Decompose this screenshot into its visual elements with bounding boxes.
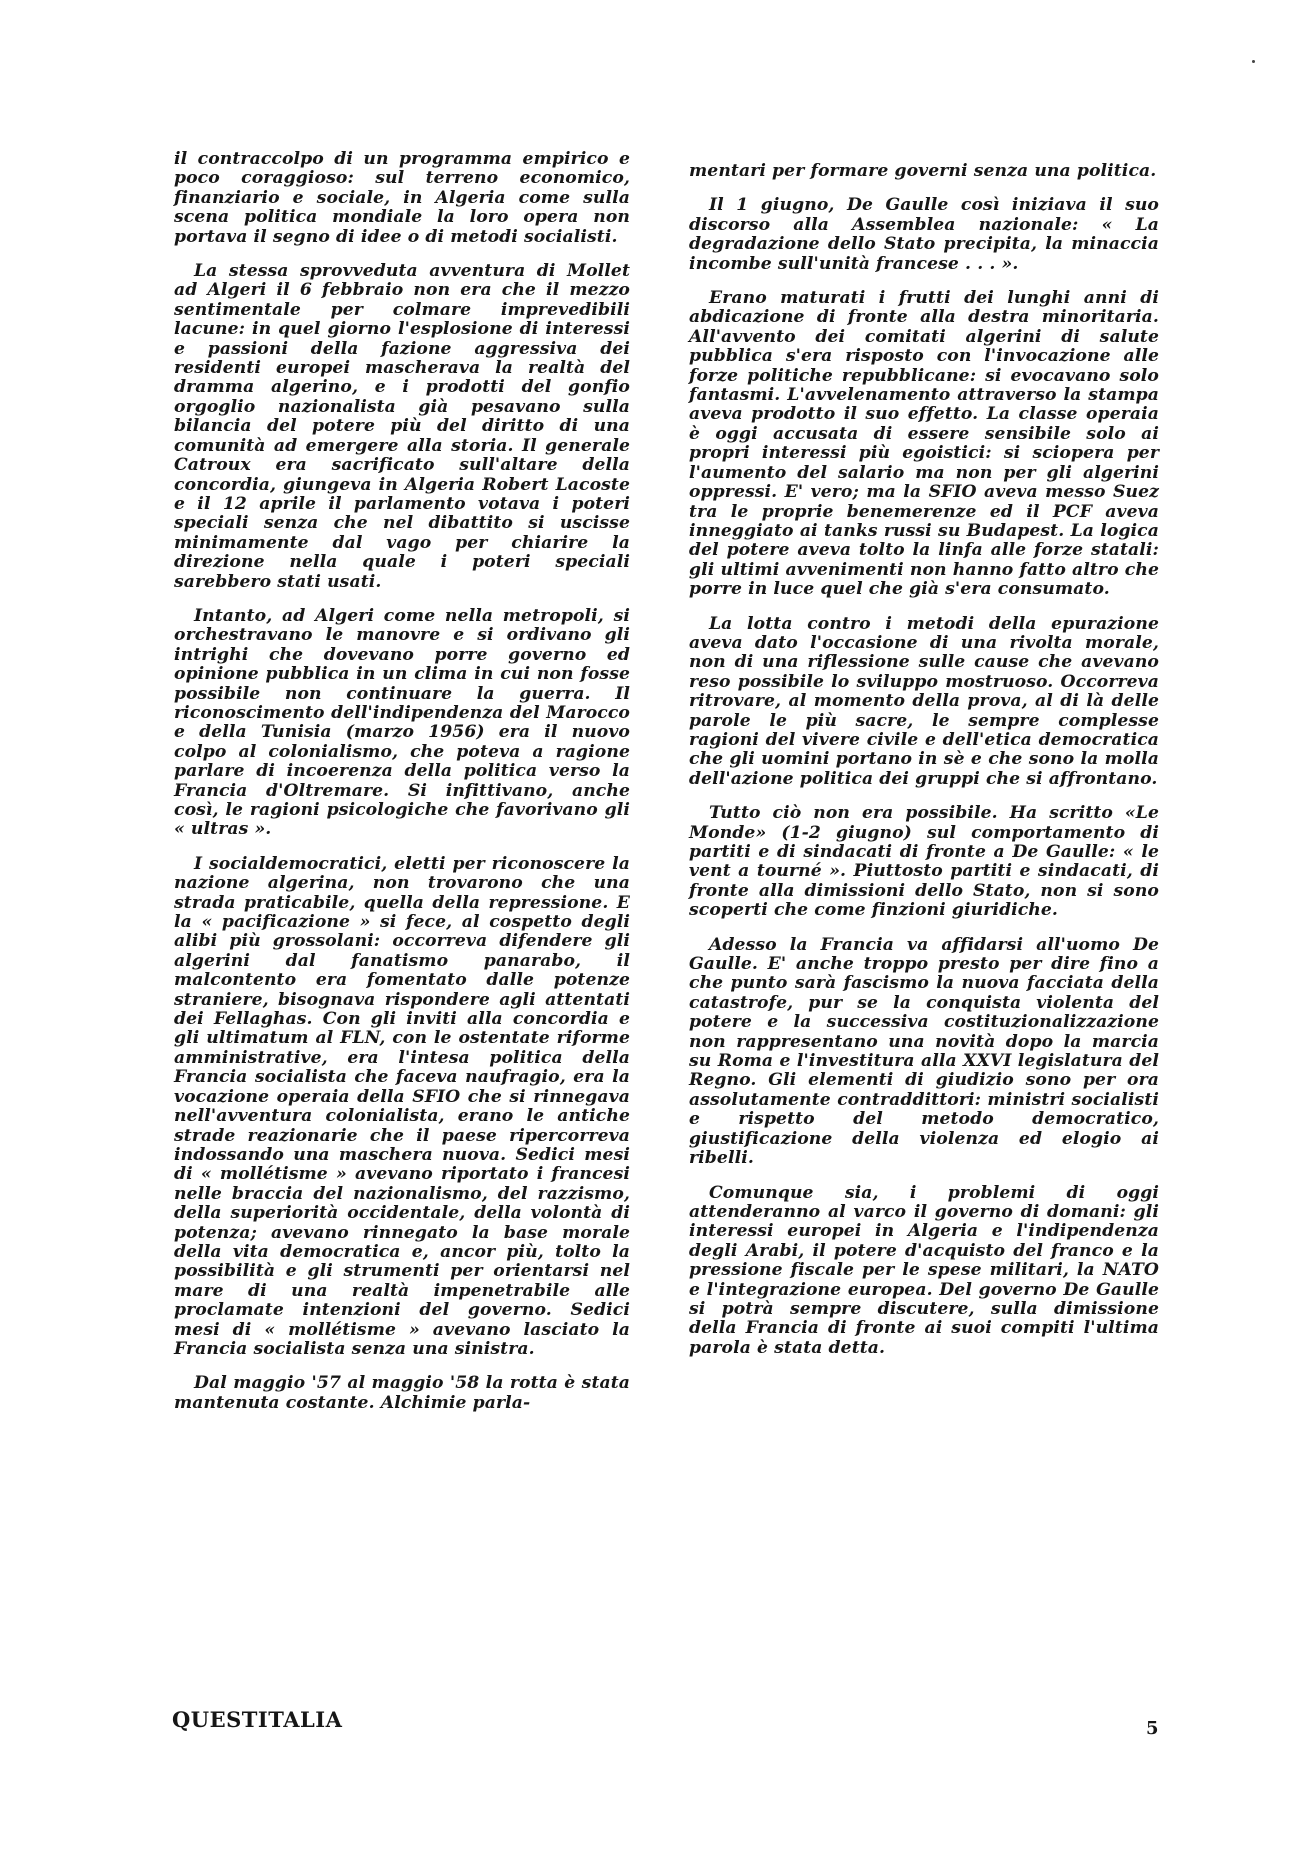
- paragraph: I socialdemocratici, eletti per riconoscere la nazione algerina, non trovarono che una strada praticabile, quella della repressione. E la « pacificazione » si fece, al cospetto degli alibi più grossolani: occorreva difendere gli algerini dal fanatismo panarabo, il malcontento era fomentato dalle potenze straniere, bisognava rispondere agli attentati dei Fellaghas. Con gli inviti alla concordia e gli ultimatum al FLN, con le ostentate riforme amministrative, era l'intesa politica della Francia socialista che faceva naufragio, era la vocazione operaia della SFIO che si rinnegava nell'avventura colonialista, erano le antiche strade reazionarie che il paese ripercorreva indossando una maschera nuova. Sedici mesi di « mollétisme » avevano riportato i francesi nelle braccia del nazionalismo, del razzismo, della superiorità occidentale, della volontà di potenza; avevano rinnegato la base morale della vita democratica e, ancor più, tolto la possibilità e gli strumenti per orientarsi nel mare di una realtà impenetrabile alle proclamate intenzioni del governo. Sedici mesi di « mollétisme » avevano lasciato la Francia socialista senza una sinistra.: [174, 853, 630, 1359]
- paragraph: Intanto, ad Algeri come nella metropoli, si orchestravano le manovre e si ordivano gli intrighi che dovevano porre governo ed opinione pubblica in un clima in cui non fosse possibile non continuare la guerra. Il riconoscimento dell'indipendenza del Marocco e della Tunisia (marzo 1956) era il nuovo colpo al colonialismo, che poteva a ragione parlare di incoerenza della politica verso la Francia d'Oltremare. Si infittivano, anche così, le ragioni psicologiche che favorivano gli « ultras ».: [174, 605, 630, 840]
- paragraph: Dal maggio '57 al maggio '58 la rotta è stata mantenuta costante. Alchimie parla-: [174, 1373, 630, 1413]
- paragraph: Il 1 giugno, De Gaulle così iniziava il suo discorso alla Assemblea nazionale: « La degradazione dello Stato precipita, la minaccia incombe sull'unità francese . . . ».: [689, 195, 1159, 274]
- paragraph: Comunque sia, i problemi di oggi attenderanno al varco il governo di domani: gli interessi europei in Algeria e l'indipendenza degli Arabi, il potere d'acquisto del franco e la pressione fiscale per le spese militari, la NATO e l'integrazione europea. Del governo De Gaulle si potrà sempre discutere, sulla dimissione della Francia di fronte ai suoi compiti l'ultima parola è stata detta.: [689, 1182, 1159, 1358]
- page-number: 5: [1146, 1718, 1159, 1739]
- magazine-title-footer: QUESTITALIA: [172, 1707, 343, 1732]
- paragraph: Adesso la Francia va affidarsi all'uomo De Gaulle. E' anche troppo presto per dire fino a che punto sarà fascismo la nuova facciata della catastrofe, pur se la conquista violenta del potere e la successiva costituzionalizzazione non rappresentano una novità dopo la marcia su Roma e l'investitura alla XXVI legislatura del Regno. Gli elementi di giudizio sono per ora assolutamente contraddittori: ministri socialisti e rispetto del metodo democratico, giustificazione della violenza ed elogio ai ribelli.: [689, 934, 1159, 1169]
- paragraph: Tutto ciò non era possibile. Ha scritto «Le Monde» (1-2 giugno) sul comportamento di partiti e di sindacati di fronte a De Gaulle: « le vent a tourné ». Piuttosto partiti e sindacati, di fronte alla dimissioni dello Stato, non si sono scoperti che come finzioni giuridiche.: [689, 803, 1159, 921]
- left-column: [174, 150, 630, 1428]
- paragraph: Erano maturati i frutti dei lunghi anni di abdicazione di fronte alla destra minoritaria. All'avvento dei comitati algerini di salute pubblica s'era risposto con l'invocazione alle forze politiche repubblicane: si evocavano solo fantasmi. L'avvelenamento attraverso la stampa aveva prodotto il suo effetto. La classe operaia è oggi accusata di essere sensibile solo ai propri interessi più egoistici: si sciopera per l'aumento del salario ma non per gli algerini oppressi. E' vero; ma la SFIO aveva messo Suez tra le proprie benemerenze ed il PCF aveva inneggiato ai tanks russi su Budapest. La logica del potere aveva tolto la linfa alle forze statali: gli ultimi avvenimenti non hanno fatto altro che porre in luce quel che già s'era consumato.: [689, 288, 1159, 600]
- paragraph: La lotta contro i metodi della epurazione aveva dato l'occasione di una rivolta morale, non di una riflessione sulle cause che avevano reso possibile lo sviluppo mostruoso. Occorreva ritrovare, al momento della prova, al di là delle parole le più sacre, le sempre complesse ragioni del vivere civile e dell'etica democratica che gli uomini portano in sè e che sono la molla dell'azione politica dei gruppi che si affrontano.: [689, 613, 1159, 789]
- paragraph: La stessa sprovveduta avventura di Mollet ad Algeri il 6 febbraio non era che il mezzo sentimentale per colmare imprevedibili lacune: in quel giorno l'esplosione di interessi e passioni della fazione aggressiva dei residenti europei mascherava la realtà del dramma algerino, e i prodotti del gonfio orgoglio nazionalista già pesavano sulla bilancia del potere più del diritto di una comunità ad emergere alla storia. Il generale Catroux era sacrificato sull'altare della concordia, giungeva in Algeria Robert Lacoste e il 12 aprile il parlamento votava i poteri speciali senza che nel dibattito si uscisse minimamente dal vago per chiarire la direzione nella quale i poteri speciali sarebbero stati usati.: [174, 261, 630, 592]
- paragraph: il contraccolpo di un programma empirico e poco coraggioso: sul terreno economico, finanziario e sociale, in Algeria come sulla scena politica mondiale la loro opera non portava il segno di idee o di metodi socialisti.: [174, 149, 630, 247]
- right-column: [689, 162, 1159, 1373]
- scan-speck: [1252, 60, 1255, 63]
- paragraph: mentari per formare governi senza una politica.: [689, 161, 1157, 181]
